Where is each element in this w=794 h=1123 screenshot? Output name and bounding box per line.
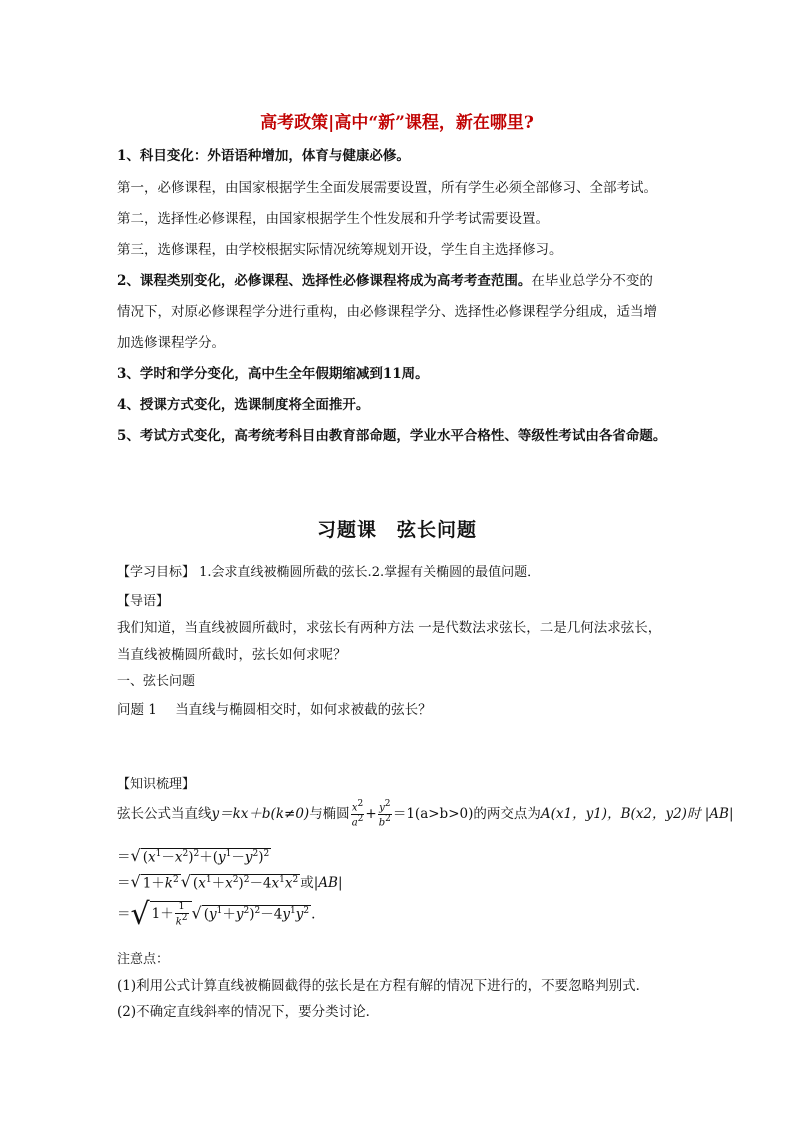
goal-label: 【学习目标】 [117, 565, 196, 580]
news-title: 高考政策|高中“新”课程，新在哪里? [260, 113, 534, 133]
section-heading: 一、弦长问题 [117, 674, 196, 689]
news-item-second: 第二，选择性必修课程，由国家根据学生个性发展和升学考试需要设置。 [117, 211, 549, 227]
formula-mid: 与椭圆 [309, 805, 350, 822]
chord-formula-line: 弦长公式当直线y＝kx＋b(k≠0)与椭圆 $\frac{x2}{a2}$ + $\frac{y2}{b2}$ ＝1(a>b>0)的两交点为A(x1，y1)，B(x2，y2)时 |AB| [117, 799, 734, 829]
intro-label: 【导语】 [117, 594, 170, 609]
knowledge-label: 【知识梳理】 [117, 777, 196, 792]
news-item-third: 第三，选修课程，由学校根据实际情况统筹规划开设，学生自主选择修习。 [117, 242, 563, 258]
intro-line-1: 我们知道，当直线被圆所截时，求弦长有两种方法 一是代数法求弦长，二是几何法求弦长， [117, 620, 662, 636]
notes-label: 注意点： [117, 952, 170, 967]
question-text: 当直线与椭圆相交时，如何求被截的弦长？ [175, 702, 432, 718]
formula-step-1: ＝√ $(x^1-x^2)^2+(y^1-y^2)^2$ [117, 846, 270, 865]
lesson-title: 习题课 弦长问题 [316, 519, 477, 541]
news-item-first: 第一，必修课程，由国家根据学生全面发展需要设置，所有学生必须全部修习、全部考试。 [117, 180, 657, 196]
question-label: 问题 1 [117, 702, 157, 718]
news-item-4: 4、授课方式变化，选课制度将全面推开。 [117, 397, 370, 413]
ellipse-rhs: ＝1(a>b>0) [392, 805, 474, 822]
note-1: (1)利用公式计算直线被椭圆截得的弦长是在方程有解的情况下进行的，不要忽略判别式． [117, 978, 650, 994]
news-item-3: 3、学时和学分变化，高中生全年假期缩减到11周。 [117, 366, 429, 382]
news-item-5: 5、考试方式变化，高考统考科目由教育部命题，学业水平合格性、等级性考试由各省命题。 [117, 428, 667, 444]
intro-line-2: 当直线被椭圆所截时，弦长如何求呢？ [117, 647, 347, 663]
note-2: (2)不确定直线斜率的情况下，要分类讨论． [117, 1004, 380, 1020]
news-item-2-cont2: 加选修课程学分。 [117, 335, 225, 351]
formula-step-2: ＝√ $1+k^2$ √ $(x^1+x^2)^2-4x^1x^2$ 或|AB| [117, 872, 343, 891]
goal-text: 1.会求直线被椭圆所截的弦长.2.掌握有关椭圆的最值问题． [199, 565, 541, 580]
intersection-points: A(x1，y1)，B(x2，y2)时 |AB| [540, 805, 734, 822]
fraction-x2-a2: $\frac{x2}{a2}$ [351, 799, 364, 829]
news-item-2-rest: 在毕业总学分不变的 [531, 273, 653, 289]
question-1 [117, 702, 432, 718]
fraction-y2-b2: $\frac{y2}{b2}$ [378, 799, 391, 829]
formula-step-3: ＝√ 1＋ $\frac{1}{k2}$ √ $(y^1+y^2)^2-4y^1y^2$ . [117, 897, 316, 932]
news-item-2 [117, 273, 653, 289]
formula-tail: 的两交点为 [473, 805, 541, 822]
news-item-2-bold: 2、课程类别变化，必修课程、选择性必修课程将成为高考考查范围。 [117, 273, 532, 289]
learning-goal [117, 565, 540, 581]
news-item-1: 1、科目变化：外语语种增加，体育与健康必修。 [117, 148, 410, 164]
formula-lead: 弦长公式当直线 [117, 805, 212, 822]
news-item-2-cont1: 情况下，对原必修课程学分进行重构，由必修课程学分、选择性必修课程学分组成，适当增 [117, 304, 657, 320]
line-equation: y＝kx＋b(k≠0) [211, 805, 310, 822]
